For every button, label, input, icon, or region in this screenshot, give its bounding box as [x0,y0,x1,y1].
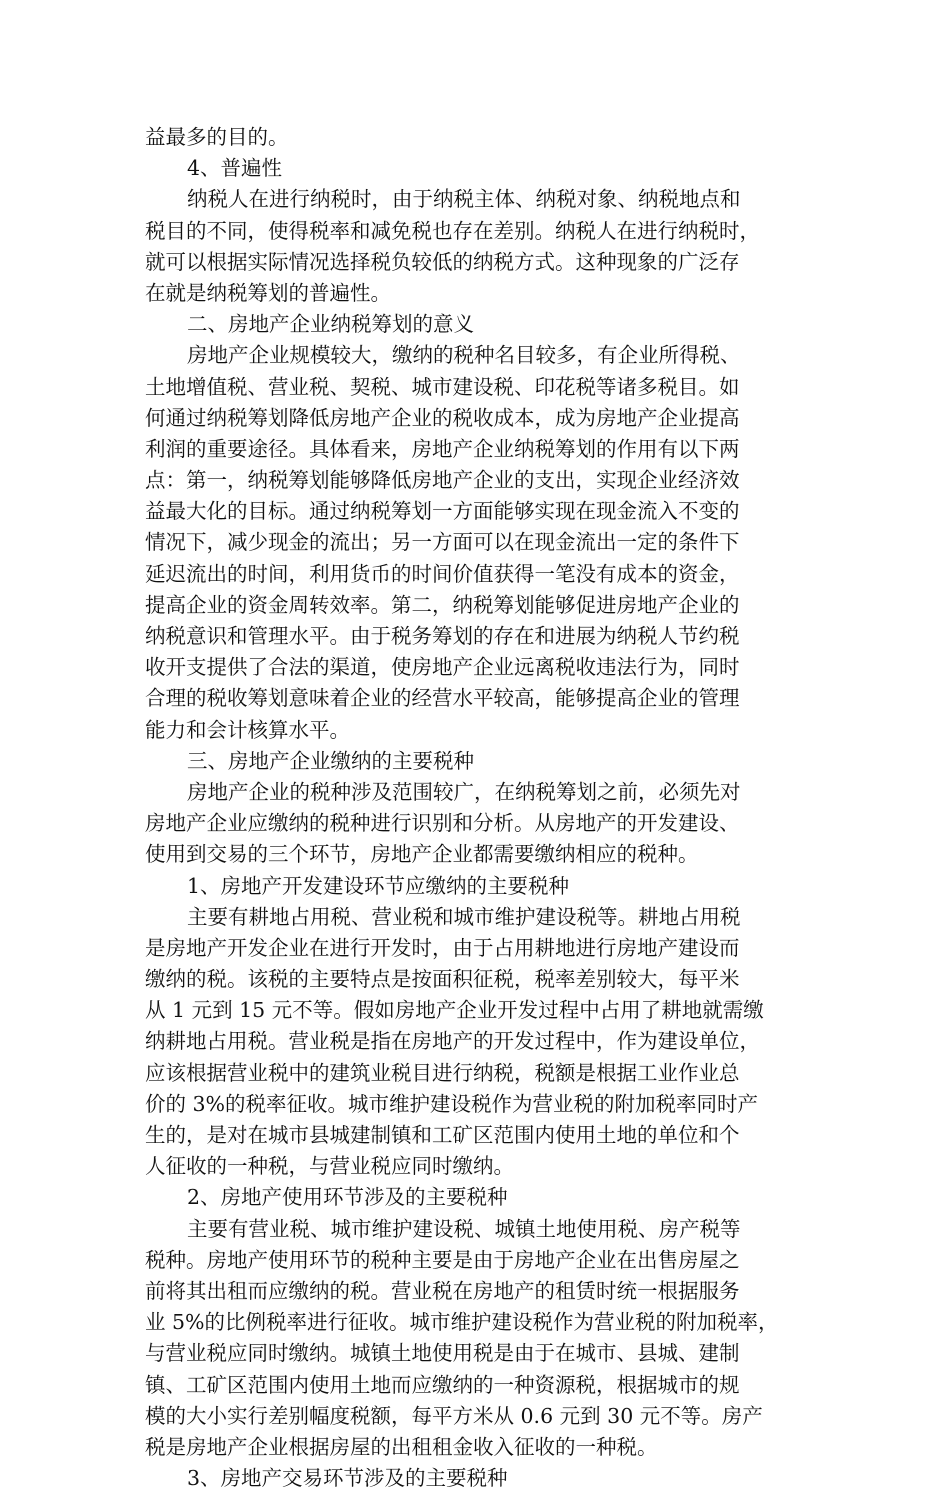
text-line: 房地产企业应缴纳的税种进行识别和分析。从房地产的开发建设、 [145,811,740,836]
text-line: 缴纳的税。该税的主要特点是按面积征税，税率差别较大，每平米 [145,967,740,992]
text-line: 与营业税应同时缴纳。城镇土地使用税是由于在城市、县城、建制 [145,1341,740,1366]
text-line: 土地增值税、营业税、契税、城市建设税、印花税等诸多税目。如 [145,374,740,399]
paragraph-start-line: 1、房地产开发建设环节应缴纳的主要税种 [187,873,570,898]
text-line: 价的 3%的税率征收。城市维护建设税作为营业税的附加税率同时产 [145,1091,759,1116]
text-line: 生的，是对在城市县城建制镇和工矿区范围内使用土地的单位和个 [145,1123,740,1147]
text-line: 就可以根据实际情况选择税负较低的纳税方式。这种现象的广泛存 [145,249,740,274]
text-line: 税种。房地产使用环节的税种主要是由于房地产企业在出售房屋之 [145,1247,740,1272]
text-line: 能力和会计核算水平。 [145,717,350,742]
paragraph-start-line: 三、房地产企业缴纳的主要税种 [187,748,474,773]
paragraph-start-line: 房地产企业的税种涉及范围较广，在纳税筹划之前，必须先对 [187,779,741,804]
text-line: 纳耕地占用税。营业税是指在房地产的开发过程中，作为建设单位， [145,1029,760,1054]
document-page [145,122,805,1494]
text-line: 合理的税收筹划意味着企业的经营水平较高，能够提高企业的管理 [145,686,740,711]
text-line: 情况下，减少现金的流出；另一方面可以在现金流出一定的条件下 [145,530,740,555]
text-line: 使用到交易的三个环节，房地产企业都需要缴纳相应的税种。 [145,842,699,867]
paragraph-start-line: 二、房地产企业纳税筹划的意义 [187,312,474,337]
text-line: 税目的不同，使得税率和减免税也存在差别。纳税人在进行纳税时， [145,218,760,243]
text-line: 延迟流出的时间，利用货币的时间价值获得一笔没有成本的资金， [145,561,740,586]
paragraph-start-line: 主要有营业税、城市维护建设税、城镇土地使用税、房产税等 [187,1216,741,1241]
text-line: 是房地产开发企业在进行开发时，由于占用耕地进行房地产建设而 [145,935,740,960]
text-line: 镇、工矿区范围内使用土地而应缴纳的一种资源税，根据城市的规 [145,1372,740,1397]
text-line: 模的大小实行差别幅度税额，每平方米从 0.6 元到 30 元不等。房产 [145,1403,763,1428]
text-line: 益最大化的目标。通过纳税筹划一方面能够实现在现金流入不变的 [145,499,740,524]
text-line: 从 1 元到 15 元不等。假如房地产企业开发过程中占用了耕地就需缴 [145,998,764,1023]
paragraph-start-line: 主要有耕地占用税、营业税和城市维护建设税等。耕地占用税 [187,904,741,929]
text-line: 前将其出租而应缴纳的税。营业税在房地产的租赁时统一根据服务 [145,1278,740,1303]
text-line: 业 5%的比例税率进行征收。城市维护建设税作为营业税的附加税率， [145,1310,779,1335]
paragraph-start-line: 2、房地产使用环节涉及的主要税种 [187,1185,508,1210]
text-line: 收开支提供了合法的渠道，使房地产企业远离税收违法行为，同时 [145,655,740,680]
paragraph-start-line: 纳税人在进行纳税时，由于纳税主体、纳税对象、纳税地点和 [187,187,741,212]
paragraph-start-line: 3、房地产交易环节涉及的主要税种 [187,1466,508,1491]
text-line: 纳税意识和管理水平。由于税务筹划的存在和进展为纳税人节约税 [145,624,740,648]
text-line: 在就是纳税筹划的普遍性。 [145,280,391,305]
paragraph-start-line: 房地产企业规模较大，缴纳的税种名目较多，有企业所得税、 [187,343,741,368]
text-line: 点：第一，纳税筹划能够降低房地产企业的支出，实现企业经济效 [145,468,740,493]
text-line: 何通过纳税筹划降低房地产企业的税收成本，成为房地产企业提高 [145,405,740,430]
text-line: 利润的重要途径。具体看来，房地产企业纳税筹划的作用有以下两 [145,436,740,461]
text-line: 人征收的一种税，与营业税应同时缴纳。 [145,1154,514,1179]
text-line: 提高企业的资金周转效率。第二，纳税筹划能够促进房地产企业的 [145,592,740,617]
text-line: 应该根据营业税中的建筑业税目进行纳税，税额是根据工业作业总 [145,1060,740,1085]
paragraph-start-line: 4、普遍性 [187,156,283,181]
text-line: 税是房地产企业根据房屋的出租租金收入征收的一种税。 [145,1434,658,1459]
text-line: 益最多的目的。 [145,125,289,149]
